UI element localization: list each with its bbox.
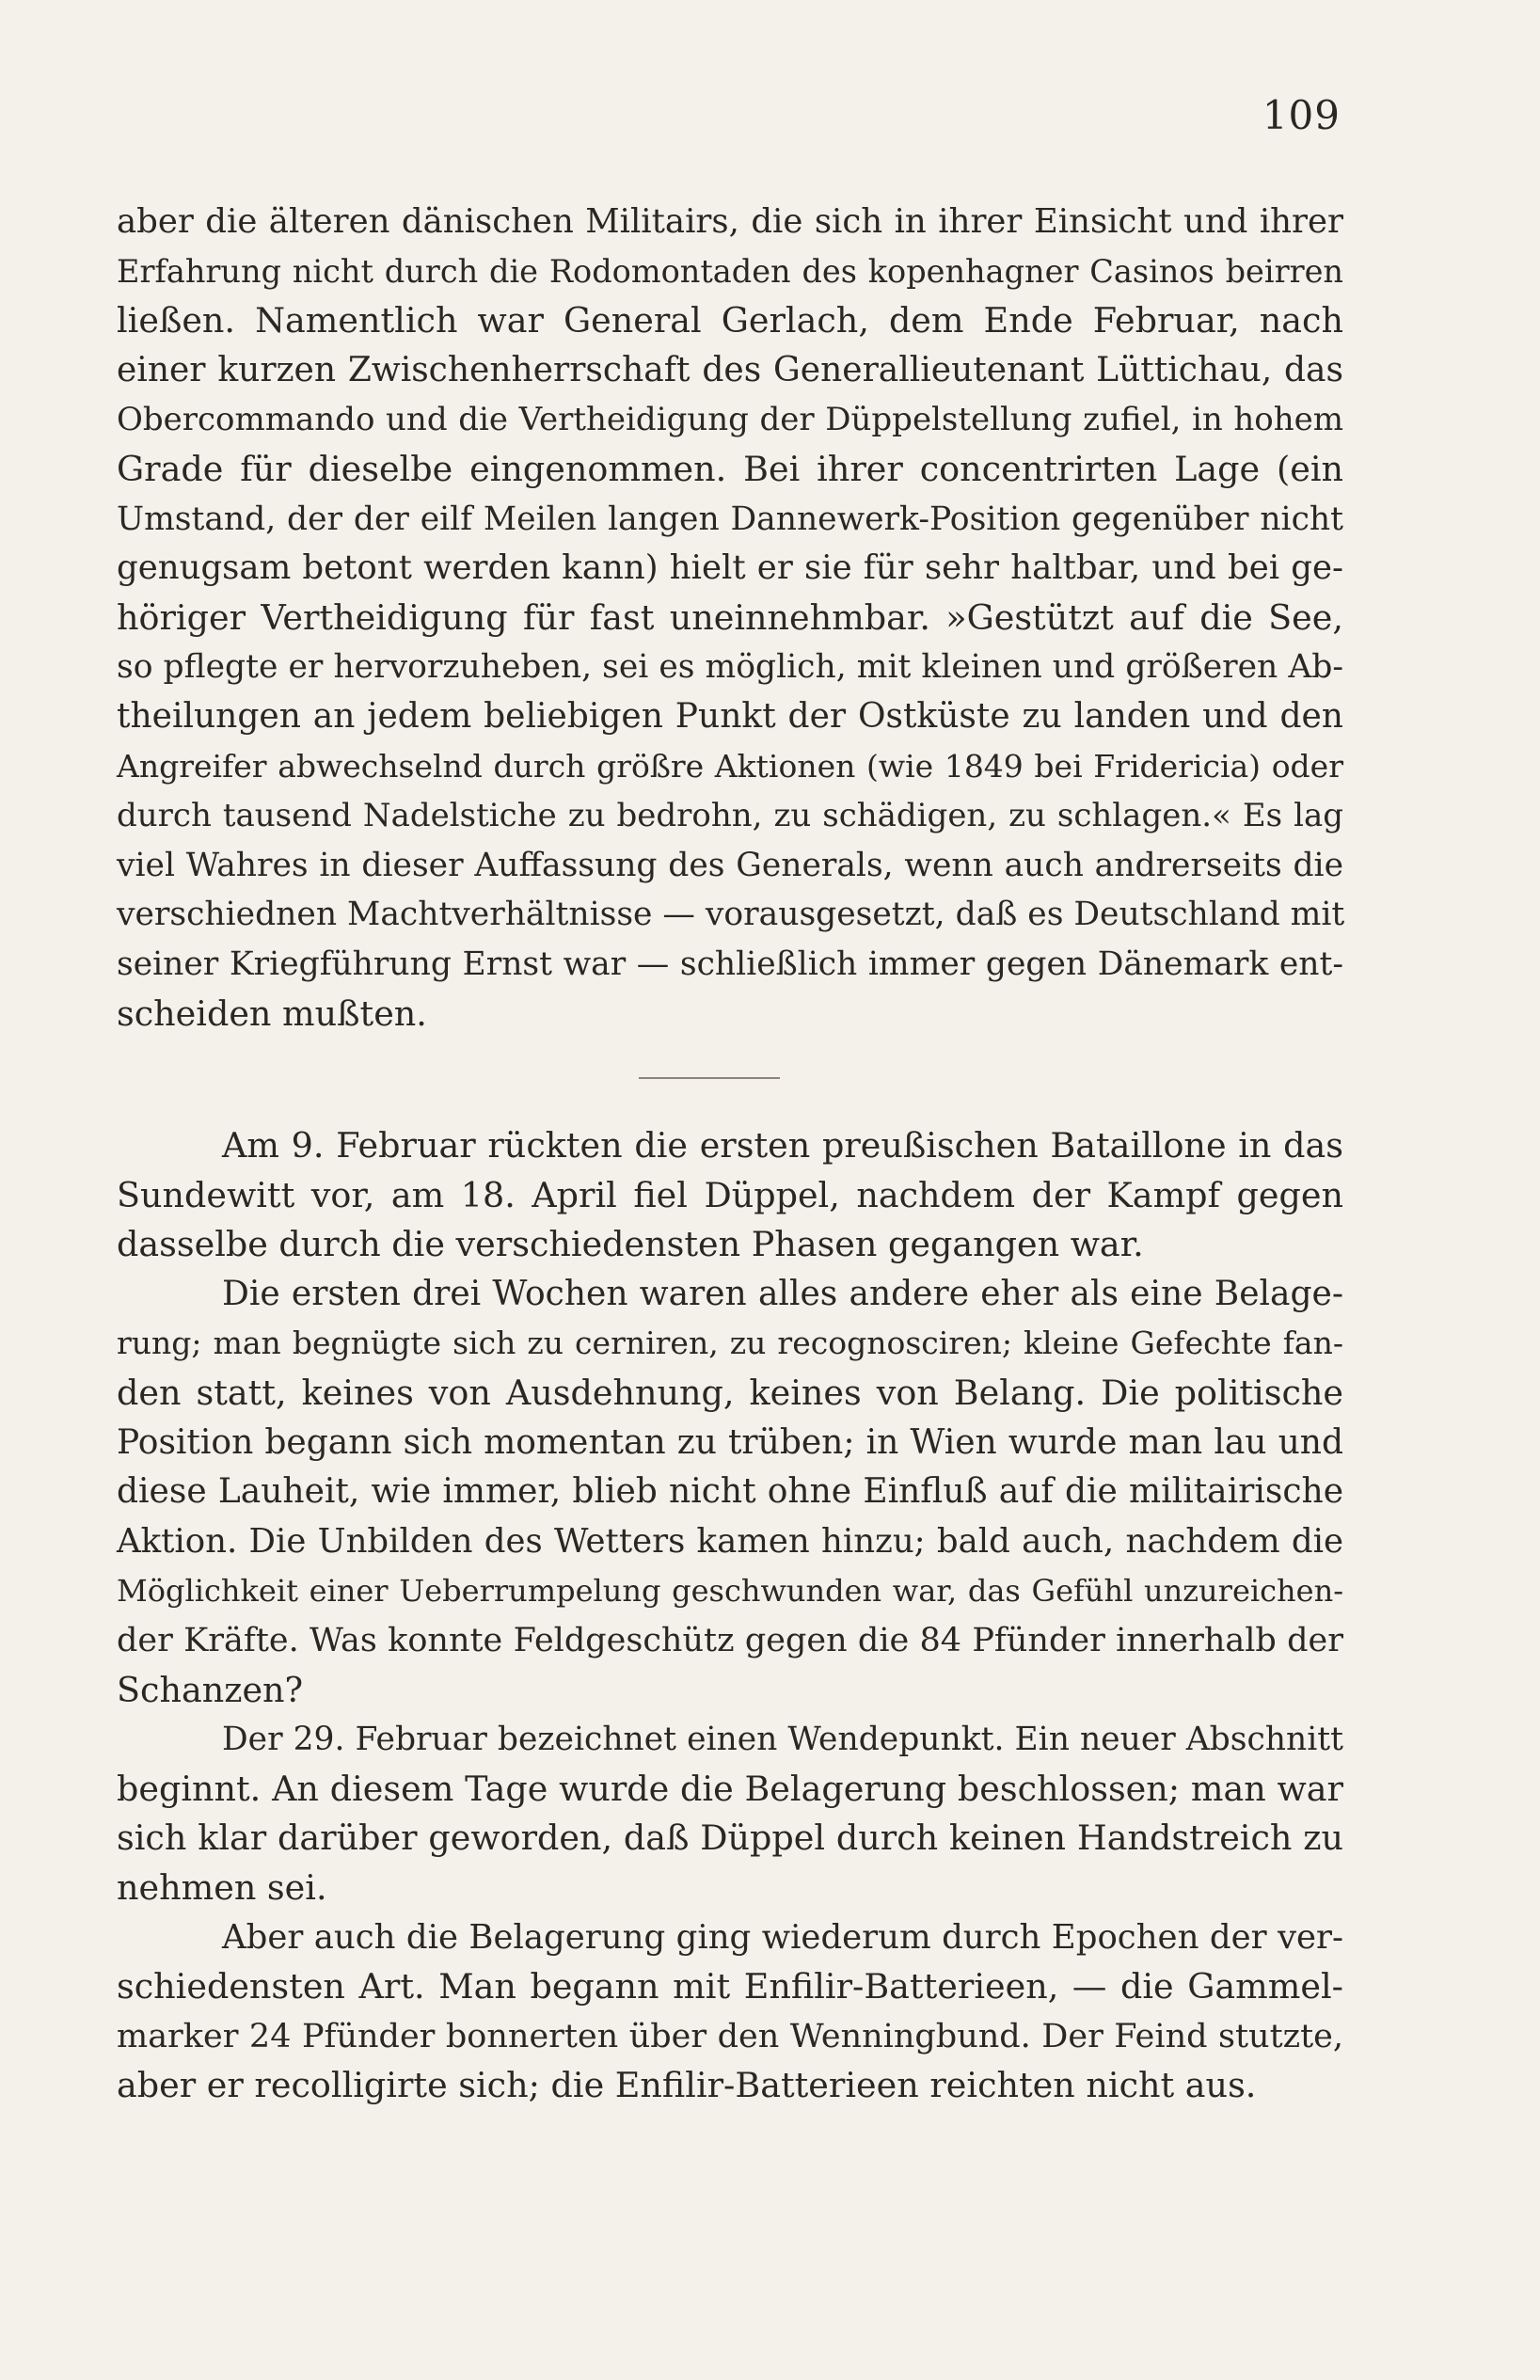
section-divider (639, 1077, 780, 1079)
paragraph-3 (117, 1715, 1343, 1912)
text-line: ließen. Namentlich war General Gerlach, dem Ende Februar, nach (117, 300, 1343, 341)
text-line: Aber auch die Belagerung ging wiederum durch Epochen der ver- (222, 1917, 1343, 1957)
text-line: schiedensten Art. Man begann mit Enfilir-Batterieen, — die Gammel- (117, 1966, 1343, 2007)
text-line: durch tausend Nadelstiche zu bedrohn, zu schädigen, zu schlagen.« Es lag (117, 797, 1343, 835)
paragraph-continuation (117, 198, 1343, 1039)
text-line: aber die älteren dänischen Militairs, die sich in ihrer Einsicht und ihrer (117, 202, 1343, 241)
text-line: aber er recolligirte sich; die Enfilir-Batterieen reichten nicht aus. (117, 2065, 1257, 2106)
text-line: theilungen an jedem beliebigen Punkt der Ostküste zu landen und den (117, 696, 1343, 736)
text-line: Schanzen? (117, 1669, 304, 1710)
section-body (117, 1121, 1343, 2111)
text-line: scheiden mußten. (117, 992, 427, 1034)
paragraph-1 (117, 1121, 1343, 1270)
text-line: verschiednen Machtverhältnisse — vorausgesetzt, daß es Deutschland mit (117, 896, 1345, 934)
text-line: sich klar darüber geworden, daß Düppel durch keinen Handstreich zu (117, 1817, 1343, 1859)
text-line: viel Wahres in dieser Auffassung des Generals, wenn auch andrerseits die (117, 846, 1343, 884)
text-line: Aktion. Die Unbilden des Wetters kamen hinzu; bald auch, nachdem die (117, 1521, 1343, 1561)
text-line: der Kräfte. Was konnte Feldgeschütz gegen die 84 Pfünder innerhalb der (117, 1621, 1343, 1659)
text-line: Möglichkeit einer Ueberrumpelung geschwunden war, das Gefühl unzureichen- (117, 1573, 1343, 1610)
text-line: so pflegte er hervorzuheben, sei es möglich, mit kleinen und größeren Ab- (117, 648, 1343, 687)
text-line: rung; man begnügte sich zu cerniren, zu recognosciren; kleine Gefechte fan- (117, 1325, 1343, 1362)
text-line: Am 9. Februar rückten die ersten preußischen Bataillone in das (222, 1125, 1343, 1166)
text-line: genugsam betont werden kann) hielt er sie für sehr haltbar, und bei ge- (117, 548, 1343, 588)
text-line: höriger Vertheidigung für fast uneinnehmbar. »Gestützt auf die See, (117, 596, 1343, 638)
text-line: beginnt. An diesem Tage wurde die Belagerung beschlossen; man war (117, 1768, 1343, 1809)
text-line: Erfahrung nicht durch die Rodomontaden des kopenhagner Casinos beirren (117, 252, 1343, 290)
text-line: Position begann sich momentan zu trüben; in Wien wurde man lau und (117, 1422, 1343, 1462)
text-line: Die ersten drei Wochen waren alles andere eher als eine Belage- (222, 1274, 1343, 1313)
text-line: seiner Kriegführung Ernst war — schließlich immer gegen Dänemark ent- (117, 944, 1343, 983)
paragraph-2 (117, 1270, 1343, 1715)
text-line: marker 24 Pfünder bonnerten über den Wenningbund. Der Feind stutzte, (117, 2017, 1343, 2055)
text-line: dasselbe durch die verschiedensten Phasen gegangen war. (117, 1224, 1144, 1265)
paragraph-4 (117, 1913, 1343, 2111)
text-line: Obercommando und die Vertheidigung der Düppelstellung zufiel, in hohem (117, 401, 1343, 439)
text-line: Der 29. Februar bezeichnet einen Wendepunkt. Ein neuer Abschnitt (222, 1721, 1343, 1759)
text-line: den statt, keines von Ausdehnung, keines von Belang. Die politische (117, 1372, 1343, 1413)
text-line: Angreifer abwechselnd durch größre Aktionen (wie 1849 bei Fridericia) oder (117, 747, 1343, 785)
text-line: einer kurzen Zwischenherrschaft des Generallieutenant Lüttichau, das (117, 350, 1343, 389)
text-line: diese Lauheit, wie immer, blieb nicht ohne Einfluß auf die militairische (117, 1472, 1343, 1512)
text-line: Grade für dieselbe eingenommen. Bei ihrer concentrirten Lage (ein (117, 448, 1343, 489)
text-line: nehmen sei. (117, 1866, 327, 1908)
text-line: Sundewitt vor, am 18. April fiel Düppel, nachdem der Kampf gegen (117, 1174, 1343, 1215)
text-line: Umstand, der der eilf Meilen langen Dannewerk-Position gegenüber nicht (117, 500, 1343, 538)
page-number: 109 (1262, 92, 1341, 138)
